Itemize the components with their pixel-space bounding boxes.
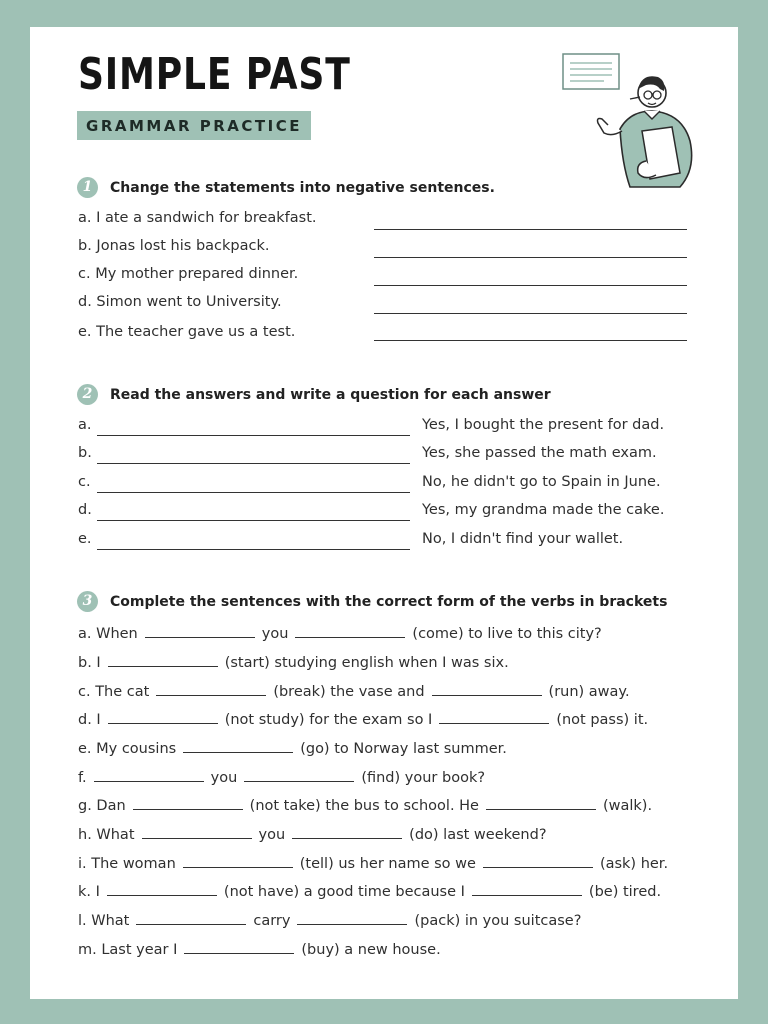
section-2-heading — [77, 384, 551, 405]
exercise-sentence: e. My cousins (go) to Norway last summer. — [78, 738, 507, 757]
fill-blank[interactable] — [142, 824, 252, 839]
section-1-heading — [77, 177, 495, 198]
fill-blank[interactable] — [244, 767, 354, 782]
answer-line[interactable] — [374, 229, 687, 230]
subtitle-bar — [77, 111, 311, 140]
question-letter: d. — [78, 502, 92, 518]
given-answer: Yes, my grandma made the cake. — [422, 502, 665, 518]
question-line[interactable] — [97, 492, 410, 493]
section-number-badge: 1 — [77, 177, 98, 198]
exercise-sentence: a. When you (come) to live to this city? — [78, 623, 602, 642]
section-3-instruction: Complete the sentences with the correct form of the verbs in brackets — [110, 593, 668, 610]
section-3-heading — [77, 591, 667, 612]
given-answer: Yes, I bought the present for dad. — [422, 417, 665, 433]
section-1-instruction: Change the statements into negative sentences. — [110, 179, 495, 196]
question-line[interactable] — [97, 520, 410, 521]
answer-line[interactable] — [374, 285, 687, 286]
fill-blank[interactable] — [136, 910, 246, 925]
fill-blank[interactable] — [94, 767, 204, 782]
fill-blank[interactable] — [184, 939, 294, 954]
question-line[interactable] — [97, 435, 410, 436]
question-letter: c. — [78, 474, 91, 490]
exercise-sentence: g. Dan (not take) the bus to school. He (walk). — [78, 795, 652, 814]
sentence-item: b. Jonas lost his backpack. — [78, 238, 270, 254]
exercise-sentence: m. Last year I (buy) a new house. — [78, 939, 441, 958]
question-letter: a. — [78, 417, 92, 433]
given-answer: Yes, she passed the math exam. — [422, 445, 657, 461]
page-title: SIMPLE PAST — [78, 49, 351, 100]
exercise-sentence: b. I (start) studying english when I was six. — [78, 652, 509, 671]
section-number-badge: 3 — [77, 591, 98, 612]
fill-blank[interactable] — [156, 681, 266, 696]
exercise-sentence: i. The woman (tell) us her name so we (ask) her. — [78, 853, 668, 872]
fill-blank[interactable] — [295, 623, 405, 638]
sentence-item: c. My mother prepared dinner. — [78, 266, 299, 282]
fill-blank[interactable] — [108, 709, 218, 724]
section-2-instruction: Read the answers and write a question for each answer — [110, 386, 551, 403]
fill-blank[interactable] — [439, 709, 549, 724]
question-line[interactable] — [97, 549, 410, 550]
sentence-item: e. The teacher gave us a test. — [78, 324, 296, 340]
question-letter: e. — [78, 531, 92, 547]
fill-blank[interactable] — [292, 824, 402, 839]
question-letter: b. — [78, 445, 92, 461]
exercise-sentence: l. What carry (pack) in you suitcase? — [78, 910, 581, 929]
fill-blank[interactable] — [108, 652, 218, 667]
fill-blank[interactable] — [145, 623, 255, 638]
fill-blank[interactable] — [107, 881, 217, 896]
answer-line[interactable] — [374, 257, 687, 258]
question-line[interactable] — [97, 463, 410, 464]
fill-blank[interactable] — [297, 910, 407, 925]
sentence-item: a. I ate a sandwich for breakfast. — [78, 210, 317, 226]
exercise-sentence: c. The cat (break) the vase and (run) away. — [78, 681, 630, 700]
sentence-item: d. Simon went to University. — [78, 294, 282, 310]
fill-blank[interactable] — [183, 853, 293, 868]
fill-blank[interactable] — [432, 681, 542, 696]
given-answer: No, I didn't find your wallet. — [422, 531, 624, 547]
fill-blank[interactable] — [472, 881, 582, 896]
fill-blank[interactable] — [486, 795, 596, 810]
given-answer: No, he didn't go to Spain in June. — [422, 474, 661, 490]
exercise-sentence: k. I (not have) a good time because I (be) tired. — [78, 881, 661, 900]
fill-blank[interactable] — [483, 853, 593, 868]
teacher-with-board-icon — [560, 49, 700, 191]
exercise-sentence: h. What you (do) last weekend? — [78, 824, 547, 843]
fill-blank[interactable] — [183, 738, 293, 753]
fill-blank[interactable] — [133, 795, 243, 810]
answer-line[interactable] — [374, 313, 687, 314]
exercise-sentence: f. you (find) your book? — [78, 767, 485, 786]
worksheet — [30, 27, 738, 999]
section-number-badge: 2 — [77, 384, 98, 405]
subtitle: GRAMMAR PRACTICE — [86, 117, 302, 135]
answer-line[interactable] — [374, 340, 687, 341]
exercise-sentence: d. I (not study) for the exam so I (not pass) it. — [78, 709, 648, 728]
